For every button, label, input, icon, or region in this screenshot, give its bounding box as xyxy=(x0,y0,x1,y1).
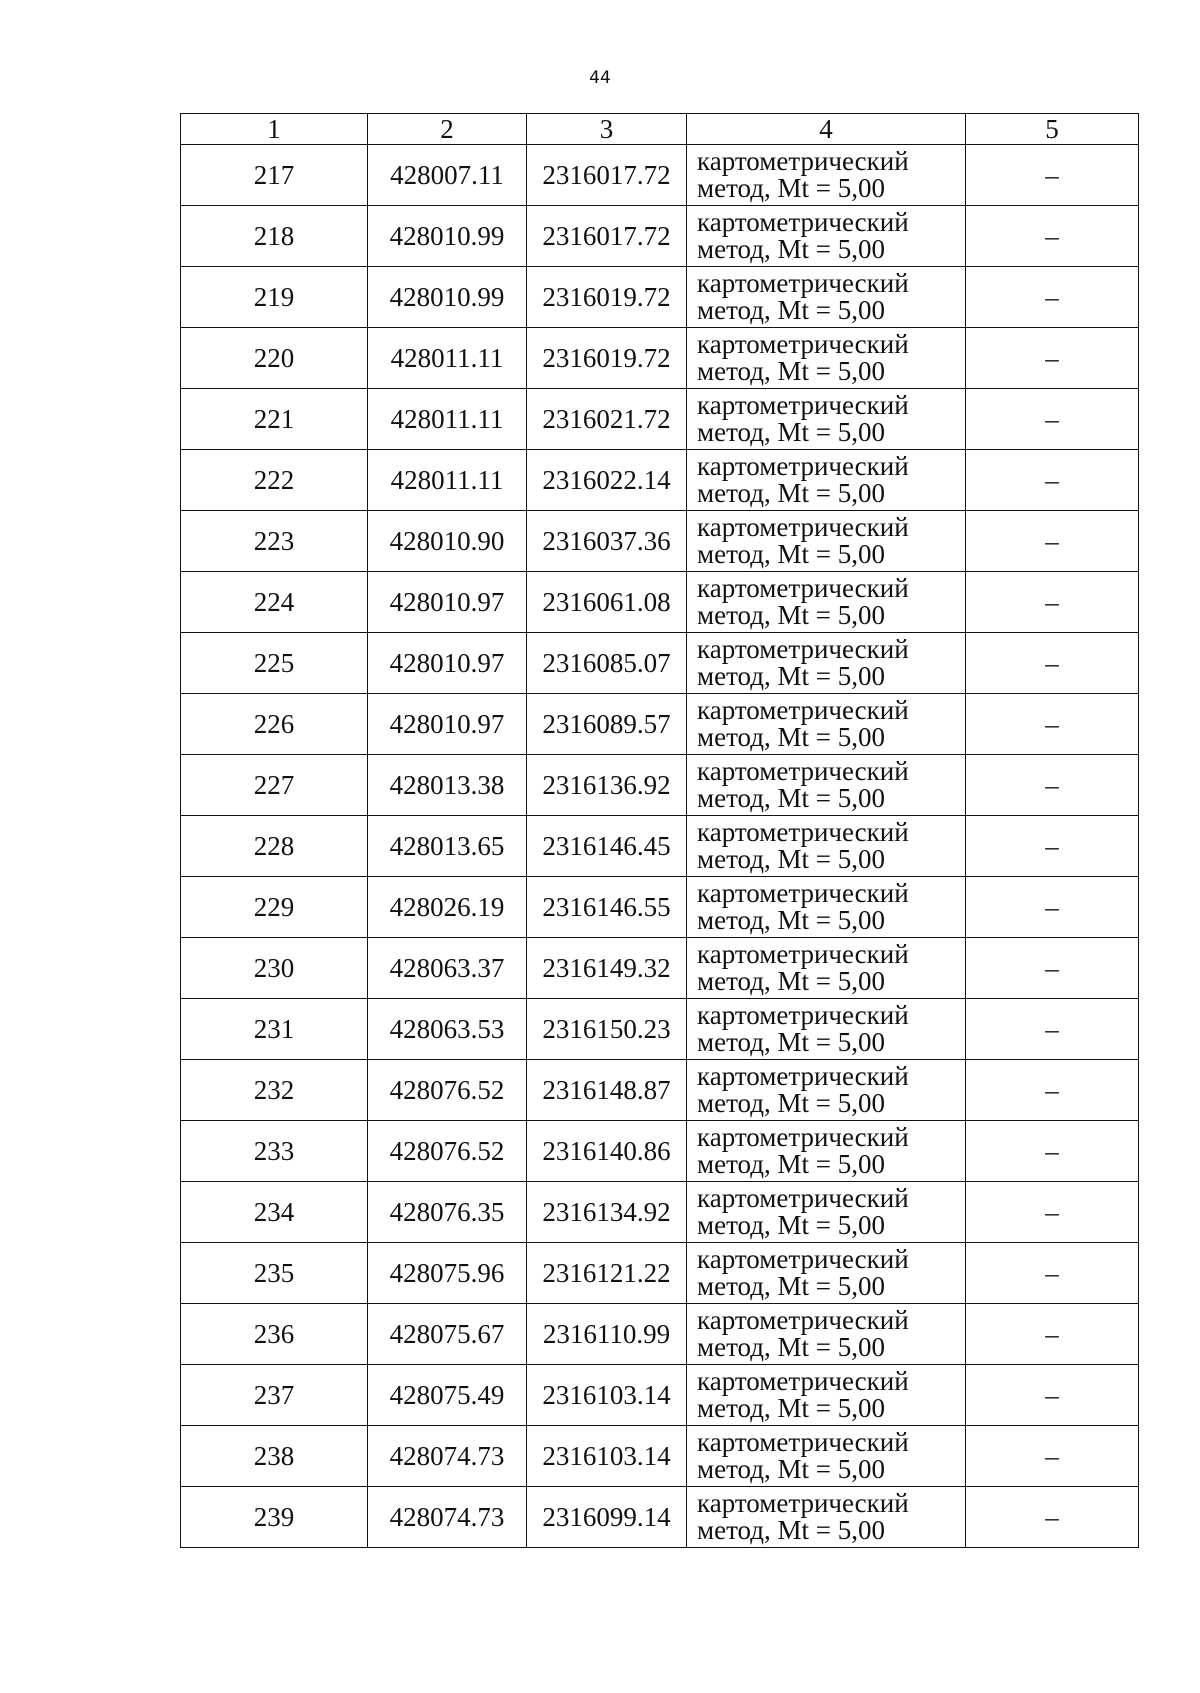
note-cell: – xyxy=(966,1243,1139,1304)
coordinate-y: 2316099.14 xyxy=(527,1487,687,1548)
coordinate-y: 2316149.32 xyxy=(527,938,687,999)
method-line-1: картометрический xyxy=(697,207,909,237)
coordinate-y: 2316136.92 xyxy=(527,755,687,816)
table-row xyxy=(181,877,1139,938)
coordinate-y: 2316150.23 xyxy=(527,999,687,1060)
point-number: 226 xyxy=(181,694,368,755)
point-number: 236 xyxy=(181,1304,368,1365)
coordinate-x: 428076.52 xyxy=(368,1121,527,1182)
coordinate-y: 2316146.55 xyxy=(527,877,687,938)
method-line-1: картометрический xyxy=(697,939,909,969)
note-cell: – xyxy=(966,511,1139,572)
method-line-1: картометрический xyxy=(697,1244,909,1274)
method-line-2: метод, Mt = 5,00 xyxy=(697,417,885,447)
coordinate-x: 428063.53 xyxy=(368,999,527,1060)
method-line-2: метод, Mt = 5,00 xyxy=(697,173,885,203)
note-cell: – xyxy=(966,206,1139,267)
method-line-1: картометрический xyxy=(697,329,909,359)
method-cell xyxy=(687,328,966,389)
method-cell xyxy=(687,450,966,511)
method-cell xyxy=(687,206,966,267)
point-number: 219 xyxy=(181,267,368,328)
point-number: 234 xyxy=(181,1182,368,1243)
note-cell: – xyxy=(966,999,1139,1060)
coordinate-x: 428074.73 xyxy=(368,1426,527,1487)
table-row xyxy=(181,389,1139,450)
method-cell xyxy=(687,694,966,755)
note-cell: – xyxy=(966,816,1139,877)
coordinate-x: 428010.90 xyxy=(368,511,527,572)
method-line-2: метод, Mt = 5,00 xyxy=(697,1332,885,1362)
coordinate-x: 428013.65 xyxy=(368,816,527,877)
method-line-2: метод, Mt = 5,00 xyxy=(697,1454,885,1484)
method-line-1: картометрический xyxy=(697,573,909,603)
coordinate-x: 428075.67 xyxy=(368,1304,527,1365)
note-cell: – xyxy=(966,450,1139,511)
point-number: 229 xyxy=(181,877,368,938)
coordinate-y: 2316140.86 xyxy=(527,1121,687,1182)
coordinate-y: 2316017.72 xyxy=(527,206,687,267)
table-body xyxy=(181,145,1139,1548)
point-number: 239 xyxy=(181,1487,368,1548)
coordinate-y: 2316037.36 xyxy=(527,511,687,572)
coordinate-y: 2316022.14 xyxy=(527,450,687,511)
table-row xyxy=(181,1365,1139,1426)
point-number: 235 xyxy=(181,1243,368,1304)
method-line-2: метод, Mt = 5,00 xyxy=(697,234,885,264)
point-number: 231 xyxy=(181,999,368,1060)
coordinate-x: 428075.49 xyxy=(368,1365,527,1426)
coordinate-y: 2316103.14 xyxy=(527,1426,687,1487)
table-row xyxy=(181,572,1139,633)
table-row xyxy=(181,328,1139,389)
method-line-2: метод, Mt = 5,00 xyxy=(697,905,885,935)
header-row xyxy=(181,114,1139,145)
method-cell xyxy=(687,1365,966,1426)
coordinate-x: 428076.52 xyxy=(368,1060,527,1121)
coordinate-x: 428075.96 xyxy=(368,1243,527,1304)
method-line-1: картометрический xyxy=(697,1427,909,1457)
method-line-1: картометрический xyxy=(697,1183,909,1213)
table-row xyxy=(181,1426,1139,1487)
table-row xyxy=(181,1060,1139,1121)
coordinate-x: 428010.97 xyxy=(368,694,527,755)
note-cell: – xyxy=(966,1121,1139,1182)
method-cell xyxy=(687,1121,966,1182)
method-line-1: картометрический xyxy=(697,146,909,176)
header-col-5: 5 xyxy=(966,114,1139,145)
method-line-1: картометрический xyxy=(697,634,909,664)
note-cell: – xyxy=(966,1365,1139,1426)
point-number: 221 xyxy=(181,389,368,450)
coordinate-x: 428011.11 xyxy=(368,328,527,389)
point-number: 237 xyxy=(181,1365,368,1426)
coordinate-y: 2316019.72 xyxy=(527,328,687,389)
point-number: 227 xyxy=(181,755,368,816)
point-number: 220 xyxy=(181,328,368,389)
table-row xyxy=(181,1304,1139,1365)
coordinate-x: 428076.35 xyxy=(368,1182,527,1243)
table-row xyxy=(181,1121,1139,1182)
note-cell: – xyxy=(966,1426,1139,1487)
method-line-2: метод, Mt = 5,00 xyxy=(697,295,885,325)
point-number: 222 xyxy=(181,450,368,511)
coordinate-x: 428010.99 xyxy=(368,267,527,328)
coordinate-y: 2316134.92 xyxy=(527,1182,687,1243)
method-cell xyxy=(687,267,966,328)
coordinate-x: 428074.73 xyxy=(368,1487,527,1548)
method-line-2: метод, Mt = 5,00 xyxy=(697,722,885,752)
coordinate-y: 2316061.08 xyxy=(527,572,687,633)
note-cell: – xyxy=(966,389,1139,450)
note-cell: – xyxy=(966,938,1139,999)
point-number: 225 xyxy=(181,633,368,694)
table-row xyxy=(181,999,1139,1060)
method-cell xyxy=(687,389,966,450)
method-line-1: картометрический xyxy=(697,1000,909,1030)
method-line-2: метод, Mt = 5,00 xyxy=(697,1088,885,1118)
header-col-4: 4 xyxy=(687,114,966,145)
method-line-2: метод, Mt = 5,00 xyxy=(697,844,885,874)
method-line-2: метод, Mt = 5,00 xyxy=(697,539,885,569)
point-number: 223 xyxy=(181,511,368,572)
point-number: 228 xyxy=(181,816,368,877)
method-line-2: метод, Mt = 5,00 xyxy=(697,600,885,630)
method-cell xyxy=(687,755,966,816)
point-number: 224 xyxy=(181,572,368,633)
point-number: 230 xyxy=(181,938,368,999)
note-cell: – xyxy=(966,1304,1139,1365)
table-row xyxy=(181,1243,1139,1304)
method-cell xyxy=(687,1243,966,1304)
coordinate-x: 428011.11 xyxy=(368,450,527,511)
note-cell: – xyxy=(966,877,1139,938)
coordinate-x: 428007.11 xyxy=(368,145,527,206)
method-line-1: картометрический xyxy=(697,1366,909,1396)
point-number: 238 xyxy=(181,1426,368,1487)
coordinate-y: 2316146.45 xyxy=(527,816,687,877)
table-row xyxy=(181,206,1139,267)
method-cell xyxy=(687,511,966,572)
method-line-2: метод, Mt = 5,00 xyxy=(697,661,885,691)
note-cell: – xyxy=(966,694,1139,755)
method-line-1: картометрический xyxy=(697,1061,909,1091)
coordinate-y: 2316089.57 xyxy=(527,694,687,755)
coordinate-x: 428026.19 xyxy=(368,877,527,938)
method-cell xyxy=(687,938,966,999)
method-line-1: картометрический xyxy=(697,1488,909,1518)
method-cell xyxy=(687,877,966,938)
coordinate-y: 2316085.07 xyxy=(527,633,687,694)
method-cell xyxy=(687,572,966,633)
table-row xyxy=(181,1487,1139,1548)
table-row xyxy=(181,267,1139,328)
method-cell xyxy=(687,816,966,877)
method-cell xyxy=(687,1182,966,1243)
method-line-2: метод, Mt = 5,00 xyxy=(697,1271,885,1301)
note-cell: – xyxy=(966,145,1139,206)
method-line-2: метод, Mt = 5,00 xyxy=(697,1393,885,1423)
coordinate-y: 2316021.72 xyxy=(527,389,687,450)
note-cell: – xyxy=(966,572,1139,633)
method-line-1: картометрический xyxy=(697,512,909,542)
method-line-1: картометрический xyxy=(697,1305,909,1335)
method-line-2: метод, Mt = 5,00 xyxy=(697,966,885,996)
method-line-1: картометрический xyxy=(697,695,909,725)
coordinate-x: 428010.97 xyxy=(368,633,527,694)
note-cell: – xyxy=(966,1487,1139,1548)
note-cell: – xyxy=(966,633,1139,694)
table-header xyxy=(181,114,1139,145)
method-line-1: картометрический xyxy=(697,1122,909,1152)
method-line-1: картометрический xyxy=(697,878,909,908)
method-cell xyxy=(687,1426,966,1487)
note-cell: – xyxy=(966,328,1139,389)
method-line-1: картометрический xyxy=(697,390,909,420)
method-cell xyxy=(687,145,966,206)
method-line-1: картометрический xyxy=(697,268,909,298)
note-cell: – xyxy=(966,755,1139,816)
coordinate-y: 2316110.99 xyxy=(527,1304,687,1365)
method-cell xyxy=(687,633,966,694)
method-cell xyxy=(687,1060,966,1121)
method-line-1: картометрический xyxy=(697,817,909,847)
method-line-2: метод, Mt = 5,00 xyxy=(697,1210,885,1240)
method-line-2: метод, Mt = 5,00 xyxy=(697,1149,885,1179)
page-number: 44 xyxy=(589,68,611,88)
note-cell: – xyxy=(966,1060,1139,1121)
method-line-1: картометрический xyxy=(697,451,909,481)
table-row xyxy=(181,450,1139,511)
table-row xyxy=(181,1182,1139,1243)
table-row xyxy=(181,145,1139,206)
coordinate-x: 428063.37 xyxy=(368,938,527,999)
table-row xyxy=(181,938,1139,999)
header-col-3: 3 xyxy=(527,114,687,145)
method-cell xyxy=(687,999,966,1060)
coordinate-y: 2316019.72 xyxy=(527,267,687,328)
coordinate-y: 2316148.87 xyxy=(527,1060,687,1121)
method-line-2: метод, Mt = 5,00 xyxy=(697,783,885,813)
coordinate-x: 428010.97 xyxy=(368,572,527,633)
coordinates-table xyxy=(180,113,1139,1548)
method-line-1: картометрический xyxy=(697,756,909,786)
note-cell: – xyxy=(966,1182,1139,1243)
coordinate-x: 428010.99 xyxy=(368,206,527,267)
point-number: 217 xyxy=(181,145,368,206)
coordinate-y: 2316103.14 xyxy=(527,1365,687,1426)
point-number: 218 xyxy=(181,206,368,267)
coordinate-y: 2316017.72 xyxy=(527,145,687,206)
coordinate-x: 428011.11 xyxy=(368,389,527,450)
table-row xyxy=(181,694,1139,755)
method-line-2: метод, Mt = 5,00 xyxy=(697,1027,885,1057)
table-row xyxy=(181,511,1139,572)
point-number: 233 xyxy=(181,1121,368,1182)
coordinate-y: 2316121.22 xyxy=(527,1243,687,1304)
method-line-2: метод, Mt = 5,00 xyxy=(697,478,885,508)
table-row xyxy=(181,816,1139,877)
point-number: 232 xyxy=(181,1060,368,1121)
coordinate-x: 428013.38 xyxy=(368,755,527,816)
header-col-1: 1 xyxy=(181,114,368,145)
header-col-2: 2 xyxy=(368,114,527,145)
table-row xyxy=(181,633,1139,694)
method-line-2: метод, Mt = 5,00 xyxy=(697,356,885,386)
method-cell xyxy=(687,1304,966,1365)
note-cell: – xyxy=(966,267,1139,328)
method-cell xyxy=(687,1487,966,1548)
table-row xyxy=(181,755,1139,816)
method-line-2: метод, Mt = 5,00 xyxy=(697,1515,885,1545)
